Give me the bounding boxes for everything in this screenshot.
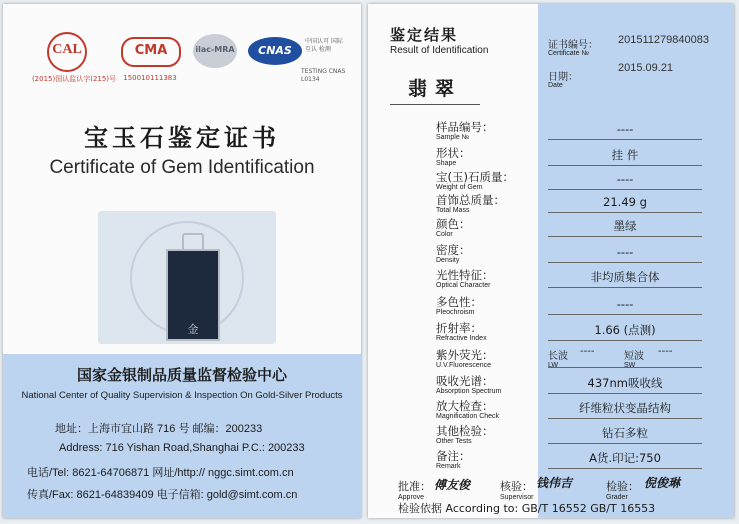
certificate-number-label-en: Certificate №: [548, 50, 589, 57]
field-label-cn: 颜色：: [436, 217, 471, 231]
field-label-en: U.V.Fluorescence: [436, 362, 491, 369]
certificate-cover: [3, 4, 361, 518]
field-label: [436, 171, 514, 192]
grader-label-en: Grader: [606, 494, 628, 501]
field-underline: [548, 165, 702, 166]
field-value: 挂 件: [611, 148, 639, 162]
supervisor-label-cn: 核验：: [500, 480, 533, 493]
date-label: [548, 68, 578, 89]
grader-label: [606, 478, 639, 501]
field-label-cn: 形状：: [436, 146, 471, 160]
field-underline: [548, 468, 702, 469]
field-label-cn: 吸收光谱：: [436, 374, 494, 388]
certificate-number-label: [548, 36, 598, 57]
uv-longwave-label: [548, 347, 568, 369]
approve-label: [398, 478, 431, 501]
field-label-cn: 首饰总质量：: [436, 193, 505, 207]
field-label: [436, 194, 505, 215]
field-value: 钻石多粒: [602, 426, 648, 440]
certificate-title-cn: 宝玉石鉴定证书: [84, 124, 280, 152]
field-label-cn: 紫外荧光：: [436, 348, 494, 362]
cnas-logo-icon: [248, 37, 302, 65]
field-underline: [548, 340, 702, 341]
stone-name-underline: [390, 104, 480, 105]
field-underline: [548, 212, 702, 213]
field-label-cn: 密度：: [436, 243, 471, 257]
uv-shortwave-value: ----: [658, 346, 673, 357]
field-label-cn: 样品编号：: [436, 120, 494, 134]
cnas-logo-text: CNAS: [258, 44, 292, 57]
field-underline: [548, 287, 702, 288]
field-underline: [548, 443, 702, 444]
approve-label-cn: 批准：: [398, 480, 431, 493]
field-label-en: Sample №: [436, 134, 470, 141]
cal-logo-text: CAL: [52, 42, 82, 57]
field-value: 纤维粒状变晶结构: [579, 401, 671, 415]
field-label-en: Magnification Check: [436, 413, 500, 420]
uv-lw-cn: 长波: [548, 351, 568, 362]
result-title-cn: 鉴定结果: [390, 26, 459, 44]
issuer-tel: 电话/Tel: 8621-64706871 网址/http:// nggc.simt.com.cn: [27, 467, 294, 479]
uv-sw-en: SW: [624, 362, 636, 369]
supervisor-signature: 钱伟吉: [536, 476, 573, 490]
field-underline: [548, 189, 702, 190]
field-label-cn: 光性特征：: [436, 268, 494, 282]
issuer-info: [3, 354, 361, 518]
field-label: [436, 450, 471, 471]
field-label: [436, 269, 494, 290]
field-label-en: Pleochroism: [436, 309, 475, 316]
issuer-name-en: National Center of Quality Supervision & Inspection On Gold-Silver Products: [21, 390, 343, 401]
cnas-logo-caption: TESTING CNAS L0134: [301, 68, 346, 83]
approve-label-en: Approve: [398, 494, 425, 501]
grader-signature: 倪俊琳: [644, 476, 681, 490]
supervisor-label-en: Supervisor: [500, 494, 534, 501]
uv-shortwave-label: [624, 347, 644, 369]
uv-sw-cn: 短波: [624, 351, 644, 362]
field-label-cn: 折射率：: [436, 321, 482, 335]
field-underline: [548, 262, 702, 263]
result-title-en: Result of Identification: [390, 45, 489, 56]
field-value: 非均质集合体: [590, 270, 660, 284]
supervisor-label: [500, 478, 533, 501]
field-label: [436, 121, 494, 142]
cma-logo-icon: [121, 37, 181, 67]
field-label: [436, 349, 494, 370]
field-value: ----: [616, 245, 634, 259]
cnas-logo-cn: 中国认可 国际互认 检测: [305, 38, 343, 53]
field-value: 墨绿: [613, 219, 637, 233]
field-label-en: Remark: [436, 463, 461, 470]
uv-lw-en: LW: [548, 362, 558, 369]
jade-pendant-icon: [166, 249, 220, 341]
field-value: ----: [616, 297, 634, 311]
uv-longwave-value: ----: [580, 346, 595, 357]
field-value: ----: [616, 172, 634, 186]
testing-basis: 检验依据 According to: GB/T 16552 GB/T 16553: [398, 502, 656, 515]
field-label-en: Optical Character: [436, 282, 491, 289]
field-label-cn: 其他检验：: [436, 424, 494, 438]
field-label: [436, 147, 471, 168]
field-underline: [548, 139, 702, 140]
field-label: [436, 425, 494, 446]
field-label-cn: 备注：: [436, 449, 471, 463]
issue-date: 2015.09.21: [618, 62, 674, 74]
field-underline: [548, 418, 702, 419]
field-label-en: Color: [436, 231, 453, 238]
issuer-address-en: Address: 716 Yishan Road,Shanghai P.C.: 200233: [59, 442, 305, 454]
field-underline: [548, 236, 702, 237]
field-label-en: Refractive Index: [436, 335, 487, 342]
field-underline: [548, 393, 702, 394]
field-value: 21.49 g: [603, 195, 647, 209]
cma-logo-caption: 150010111383: [123, 74, 177, 82]
identification-result: [368, 4, 734, 518]
date-label-en: Date: [548, 82, 563, 89]
approver-signature: 傅友俊: [434, 478, 471, 492]
stone-name: 翡翠: [408, 78, 463, 100]
grader-label-cn: 检验：: [606, 480, 639, 493]
field-label-cn: 宝(玉)石质量：: [436, 170, 514, 184]
field-label-en: Density: [436, 257, 460, 264]
cal-logo-icon: [47, 32, 87, 72]
issuer-name-cn: 国家金银制品质量监督检验中心: [76, 366, 287, 384]
field-label-cn: 放大检查：: [436, 399, 494, 413]
ilac-logo-text: ilac-MRA: [195, 45, 235, 54]
field-label-en: Total Mass: [436, 207, 470, 214]
field-label-cn: 多色性：: [436, 295, 482, 309]
field-value: 1.66 (点测): [594, 323, 656, 337]
certificate-title-en: Certificate of Gem Identification: [49, 157, 315, 178]
field-label-en: Absorption Spectrum: [436, 388, 502, 395]
field-label: [436, 218, 471, 239]
field-label-en: Weight of Gem: [436, 184, 483, 191]
field-label: [436, 400, 499, 421]
issuer-address-cn: 地址：上海市宜山路 716 号 邮编：200233: [55, 423, 263, 435]
date-label-cn: 日期：: [548, 72, 578, 83]
field-label: [436, 322, 487, 343]
certificate-number-label-cn: 证书编号：: [548, 40, 598, 51]
field-label: [436, 296, 482, 317]
field-value: ----: [616, 122, 634, 136]
field-value: A货.印记:750: [589, 451, 661, 465]
field-label: [436, 244, 471, 265]
field-label: [436, 375, 501, 396]
field-value: 437nm吸收线: [587, 376, 663, 390]
gem-photo: [98, 211, 276, 344]
issuer-fax: 传真/Fax: 8621-64839409 电子信箱: gold@simt.com.cn: [27, 489, 298, 501]
ilac-logo-icon: [193, 34, 237, 68]
field-label-en: Shape: [436, 160, 457, 167]
pendant-character: 金: [187, 323, 199, 336]
field-underline: [548, 314, 702, 315]
certificate-number: 201511279840083: [618, 34, 709, 46]
field-label-en: Other Tests: [436, 438, 472, 445]
cma-logo-text: CMA: [134, 43, 168, 58]
cal-logo-caption: (2015)国认监认字(215)号: [31, 75, 117, 83]
